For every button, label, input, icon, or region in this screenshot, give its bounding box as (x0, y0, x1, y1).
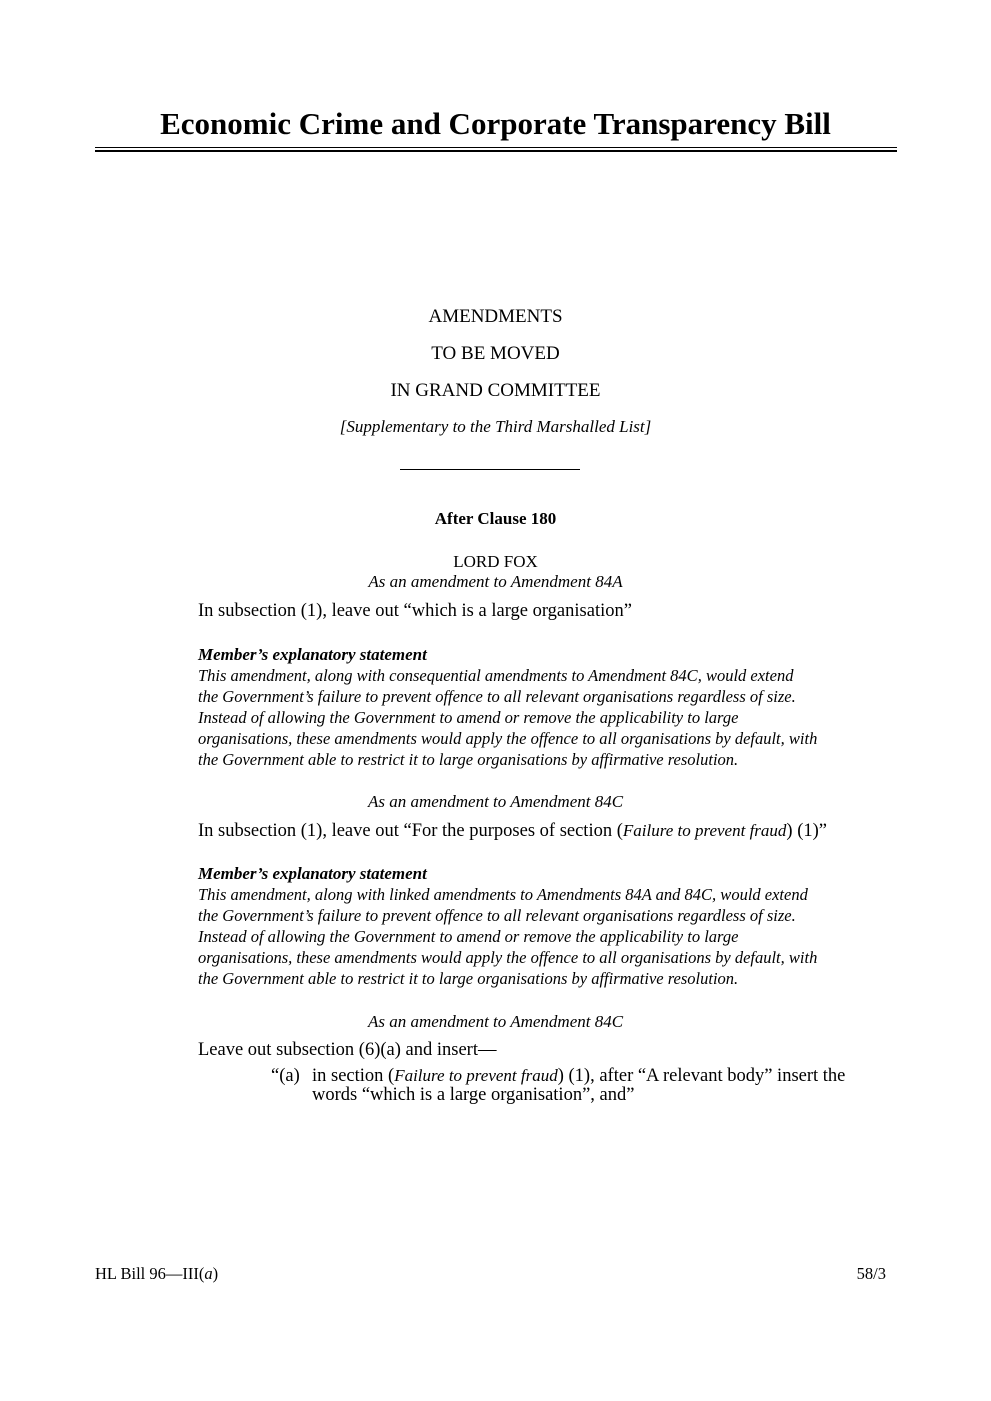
section-reference: Failure to prevent fraud (622, 821, 787, 840)
amendment-target: As an amendment to Amendment 84C (367, 1012, 624, 1031)
text-part: ) (1), after “A relevant body” insert the (557, 1066, 846, 1086)
bill-reference (95, 1264, 218, 1284)
statement-line: the Government’s failure to prevent offence to all relevant organisations regardless of size. (198, 687, 796, 706)
statement-line: the Government able to restrict it to large organisations by affirmative resolution. (198, 750, 739, 769)
statement-line: organisations, these amendments would apply the offence to all organisations by default, with (198, 729, 818, 748)
section-divider (400, 469, 580, 470)
amendment-text: Leave out subsection (6)(a) and insert— (198, 1040, 497, 1060)
heading-grand-committee: IN GRAND COMMITTEE (390, 380, 601, 401)
heading-amendments: AMENDMENTS (428, 306, 563, 327)
section-heading: After Clause 180 (434, 509, 557, 528)
statement-line: Instead of allowing the Government to amend or remove the applicability to large (198, 708, 739, 727)
title-rule-thin (95, 147, 897, 148)
amendment-text: In subsection (1), leave out “which is a large organisation” (198, 601, 632, 621)
text-part: ) (1)” (786, 821, 827, 841)
inserted-text-line2: words “which is a large organisation”, and” (312, 1085, 635, 1105)
text-part: in section ( (312, 1066, 395, 1086)
statement-heading: Member’s explanatory statement (198, 864, 427, 883)
text-part: a (204, 1264, 213, 1283)
document-title: Economic Crime and Corporate Transparency Bill (160, 106, 831, 141)
member-name: LORD FOX (453, 552, 538, 571)
title-rule-thick (95, 150, 897, 152)
amendment-target: As an amendment to Amendment 84C (367, 792, 624, 811)
section-reference: Failure to prevent fraud (394, 1066, 558, 1085)
amendment-text (198, 821, 827, 842)
heading-subtitle: [Supplementary to the Third Marshalled List] (339, 417, 652, 436)
amendment-target: As an amendment to Amendment 84A (368, 572, 623, 591)
inserted-text (312, 1066, 845, 1087)
item-label: “(a) (271, 1066, 300, 1086)
text-part: ) (212, 1264, 219, 1283)
explanatory-statement (198, 884, 817, 989)
text-part: HL Bill 96—III( (95, 1264, 205, 1283)
statement-line: the Government’s failure to prevent offence to all relevant organisations regardless of size. (198, 906, 796, 925)
statement-line: organisations, these amendments would apply the offence to all organisations by default, with (198, 948, 818, 967)
heading-to-be-moved: TO BE MOVED (431, 343, 560, 364)
text-part: In subsection (1), leave out “For the purposes of section ( (198, 821, 623, 841)
explanatory-statement (198, 665, 817, 770)
page-number: 58/3 (856, 1264, 886, 1283)
statement-line: This amendment, along with consequential amendments to Amendment 84C, would extend (198, 666, 794, 685)
statement-line: This amendment, along with linked amendments to Amendments 84A and 84C, would extend (198, 885, 808, 904)
statement-line: the Government able to restrict it to large organisations by affirmative resolution. (198, 969, 739, 988)
statement-line: Instead of allowing the Government to amend or remove the applicability to large (198, 927, 739, 946)
statement-heading: Member’s explanatory statement (198, 645, 427, 664)
